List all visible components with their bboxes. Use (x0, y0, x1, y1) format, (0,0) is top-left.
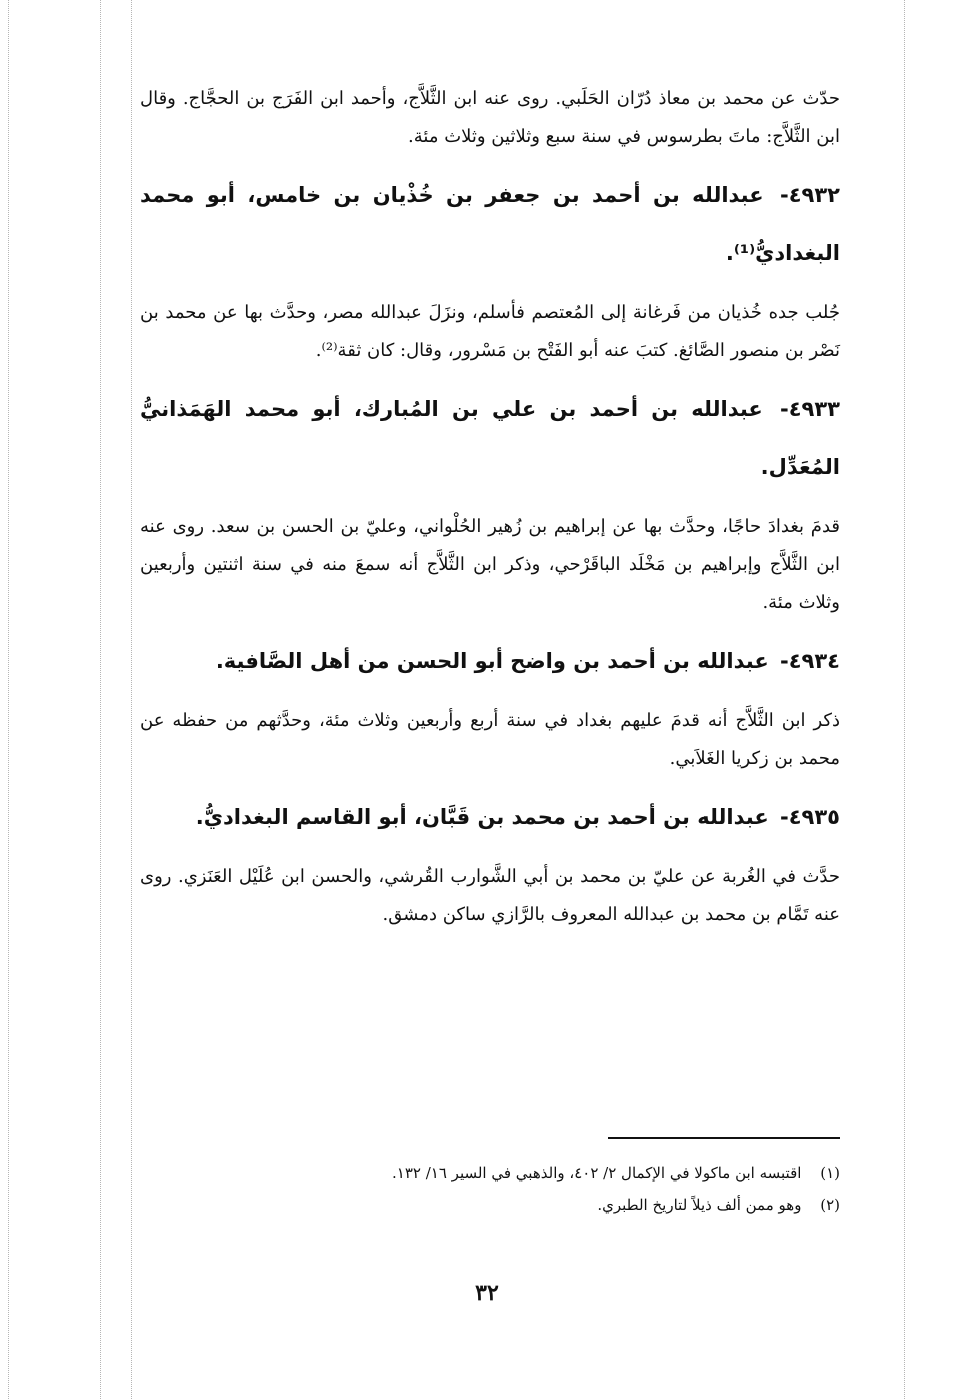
footnote-2 (240, 1189, 840, 1221)
footnote-marker: (٢) (820, 1196, 840, 1214)
paragraph-4935-bio: حدَّث في الغُربة عن عليّ بن محمد بن أبي الشَّوارب القُرشي، والحسن ابن عُلَيْل العَنَزي. روى عنه تَمَّام بن محمد بن عبدالله المعروف بالرَّازي ساكن دمشق. (140, 866, 840, 925)
footnote-marker: (١) (820, 1164, 840, 1182)
entry-title: عبدالله بن أحمد بن محمد بن قَبَّان، أبو القاسم البغداديُّ. (195, 805, 769, 829)
page-body (140, 80, 840, 944)
scan-edge-line (100, 0, 101, 1399)
entry-number: ٤٩٣٣- (780, 397, 840, 421)
entry-heading-4932 (140, 166, 840, 282)
footnote-text: اقتبسه ابن ماكولا في الإكمال ٢/ ٤٠٢، والذهبي في السير ١٦/ ١٣٢. (392, 1164, 802, 1182)
entry-title: عبدالله بن أحمد بن واضح أبو الحسن من أهل الصَّافية. (215, 649, 769, 673)
scan-edge-line (904, 0, 905, 1399)
entry-number: ٤٩٣٤- (780, 649, 840, 673)
footnote-1 (240, 1157, 840, 1189)
footnote-separator (608, 1137, 840, 1139)
scan-edge-line (8, 0, 9, 1399)
entry-number: ٤٩٣٢- (780, 183, 840, 207)
entry-title: عبدالله بن أحمد بن علي بن المُبارك، أبو محمد الهَمَذانيُّ المُعَدِّل. (140, 397, 840, 479)
scan-edge-line (131, 0, 132, 1399)
entry-number: ٤٩٣٥- (780, 805, 840, 829)
page-number: ٣٢ (475, 1280, 499, 1306)
entry-heading-4934 (140, 632, 840, 690)
entry-title: عبدالله بن أحمد بن جعفر بن خُذْيان بن خامس، أبو محمد البغداديُّ⁽¹⁾. (140, 183, 840, 265)
paragraph-4933-bio: قدمَ بغدادَ حاجًا، وحدَّث بها عن إبراهيم بن زُهير الحُلْواني، وعليّ بن الحسن بن سعد. روى عنه ابن الثَّلاَّج وإبراهيم بن مَخْلَد الباقَرْحي، وذكر ابن الثَّلاَّج أنه سمعَ منه في سنة اثنتين وأربعين وثلاث مئة. (140, 516, 840, 613)
paragraph-4932-bio: جُلب جده خُذيان من فَرغانة إلى المُعتصم فأسلم، ونزَلَ عبدالله مصر، وحدَّث بها عن محمد بن نَصْر بن منصور الصَّائغ. كتبَ عنه أبو الفَتْح بن مَسْرور، وقال: كان ثقة⁽²⁾. (140, 302, 840, 361)
entry-heading-4933 (140, 380, 840, 496)
paragraph-4934-bio: ذكر ابن الثَّلاَّج أنه قدمَ عليهم بغداد في سنة أربع وأربعين وثلاث مئة، وحدَّثهم من حفظه عن محمد بن زكريا الغَلاَبي. (140, 710, 840, 769)
footnote-text: وهو ممن ألف ذيلاً لتاريخ الطبري. (597, 1196, 802, 1214)
paragraph-4931-bio: حدّث عن محمد بن معاذ دُرّان الحَلَبي. روى عنه ابن الثَّلاَّج، وأحمد ابن الفَرَج بن الحجَّاج. وقال ابن الثَّلاَّج: ماتَ بطرسوس في سنة سبع وثلاثين وثلاث مئة. (140, 88, 840, 147)
entry-heading-4935 (140, 788, 840, 846)
